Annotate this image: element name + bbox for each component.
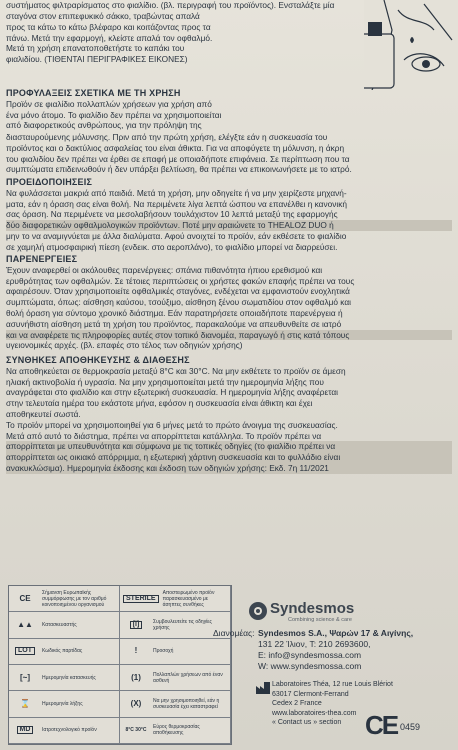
symbol-label: Ημερομηνία κατασκευής — [42, 674, 96, 681]
symbol-label: Εύρος θερμοκρασίας αποθήκευσης — [153, 724, 200, 737]
text-line: φιαλιδίου. (ΤΙΘΕΝΤΑΙ ΠΕΡΙΓΡΑΦΙΚΕΣ ΕΙΚΟΝΕΣ) — [6, 54, 188, 65]
logo-emblem-icon — [248, 600, 268, 622]
distributor-label: Διανομέας: — [213, 628, 255, 638]
distributor-name: Syndesmos S.A., Ψαρών 17 & Αιγίνης, — [258, 628, 414, 638]
symbol-cell — [9, 718, 120, 744]
symbol-cell — [120, 718, 231, 744]
text-line: ένα μόνο άτομο. Το φιαλίδιο δεν πρέπει να χρησιμοποιείται — [6, 109, 222, 120]
text-line: μην το να αναμιγνύεται με άλλα διαλύματα. Αφού ανοιχτεί το προϊόν, εάν εκθέσετε το φιαλίδιο — [6, 230, 347, 241]
text-line: διασταυρούμενης μόλυνσης. Πριν από την πρώτη χρήση, ελέγξτε εάν η συσκευασία του — [6, 132, 328, 142]
manufacturer-line: Laboratoires Théa, 12 rue Louis Blériot — [272, 681, 393, 688]
distributor-web: W: www.syndesmossa.com — [258, 661, 362, 671]
text-line: Μετά από αυτό το διάστημα, πρέπει να απορρίπτεται κατάλληλα. Το προϊόν πρέπει να — [6, 430, 322, 441]
manufacturer-icon — [256, 682, 270, 694]
symbol-label: Ημερομηνία λήξης — [42, 700, 83, 707]
text-line: δύο διαφορετικών οφθαλμολογικών προϊόντων. Ποτέ μην αραιώνετε το THEALOZ DUO ή — [6, 220, 452, 231]
text-line: Προϊόν σε φιαλίδιο πολλαπλών χρήσεων για χρήση από — [6, 98, 212, 109]
text-line: ματα, εάν η όραση σας είναι θολή. Να περιμένετε λίγα λεπτά ώσπου να επανέλθει η κανονική — [6, 198, 347, 209]
temperature-icon: 8°C 30°C — [125, 727, 147, 734]
distributor-email: E: info@syndesmossa.com — [258, 650, 362, 660]
syndesmos-logo — [248, 600, 388, 626]
text-line: από διαφορετικούς ανθρώπους, για την πρόληψη της — [6, 120, 202, 131]
text-line: Να φυλάσσεται μακριά από παιδιά. Μετά τη χρήση, μην οδηγείτε ή να μην χειρίζεστε μηχανή- — [6, 187, 347, 198]
manufacturer-icon: ▲▲ — [17, 619, 33, 629]
text-line: συμπτώματα, όπως: αίσθηση καύσου, τσούξιμο, αίσθηση ξένου σωματιδίου στον οφθαλμό και — [6, 297, 351, 308]
symbol-cell — [120, 691, 231, 717]
precautions-cont — [6, 132, 452, 175]
symbol-label: Πολλαπλών χρήσεων από έναν ασθενή — [153, 671, 223, 684]
text-line: ερυθρότητας των οφθαλμών. Σε τέτοιες περιπτώσεις οι χρήστες φακών επαφής πρέπει να τους — [6, 275, 355, 286]
logo-name: Syndesmos — [270, 600, 355, 617]
text-line: σε χαμηλή ατμοσφαιρική πίεση (ενδεικ. στο αεροπλάνο), το φιαλίδιο μπορεί να διαρρεύσει. — [6, 241, 338, 252]
sterile-icon: STERILE — [123, 595, 159, 603]
symbol-label: Κατασκευαστής — [42, 621, 77, 628]
manufacture-date-icon: [~] — [20, 672, 30, 682]
lot-icon: LOT — [15, 647, 35, 655]
symbol-label: Συμβουλευτείτε τις οδηγίες χρήσης — [153, 618, 212, 631]
text-line: ασυνήθιστη αίσθηση μετά τη χρήση του προϊόντος, παρακαλούμε να απευθυνθείτε σε ιατρό — [6, 318, 342, 329]
instruction-illustration — [364, 0, 458, 90]
symbol-label: Αποστειρωμένο προϊόν παρασκευασμένο με άσηπτες συνθήκες — [162, 589, 215, 608]
warnings-section — [6, 177, 452, 253]
text-line: αποθηκευτεί σωστά. — [6, 408, 81, 419]
manufacturer-line: Cedex 2 France — [272, 700, 322, 707]
warning-icon: ! — [134, 646, 138, 656]
text-line: αφαιρέσουν. Όταν χρησιμοποιείτε οφθαλμικές σταγόνες, ενδέχεται να εμφανιστούν ενοχλητικά — [6, 286, 350, 297]
text-line: πάνω. Μετά την εφαρμογή, κλείστε απαλά τον οφθαλμό. — [6, 32, 213, 43]
text-line: ανακυκλώσιμα). Ημερομηνία έκδοσης και έκδοση των οδηγιών χρήσης: Εκδ. 7η 11/2021 — [6, 463, 452, 474]
notified-body-number: 0459 — [400, 722, 421, 732]
text-line: απορρίπτεται ως οικιακό απόρριμμα, η εξωτερική χάρτινη συσκευασία και το φυλλάδιο είναι — [6, 452, 452, 463]
instructions-icon: [i] — [130, 621, 143, 629]
storage-heading: ΣΥΝΘΗΚΕΣ ΑΠΟΘΗΚΕΥΣΗΣ & ΔΙΑΘΕΣΗΣ — [6, 355, 190, 365]
symbol-cell — [9, 639, 120, 665]
symbol-cell — [120, 586, 231, 612]
text-line: Το προϊόν μπορεί να χρησιμοποιηθεί για 6 μήνες μετά το πρώτο άνοιγμα της συσκευασίας. — [6, 419, 338, 430]
symbol-label: Κωδικός παρτίδας — [42, 648, 83, 655]
text-line: σταγόνα στον επιπεφυκικό σάκκο, τραβώντας απαλά — [6, 11, 200, 21]
text-line: Μετά τη χρήση επανατοποθετήστε το καπάκι του — [6, 43, 185, 54]
text-line: συμπτώματα επιδεινωθούν ή δεν υπάρξει βελτίωση, θα πρέπει να επικοινωνήσετε με το ιατρό. — [6, 164, 352, 175]
usage-instructions-cont — [6, 11, 361, 65]
side-effects-section — [6, 254, 452, 351]
ce-mark-icon: CE — [19, 593, 31, 603]
distributor-address: 131 22 Ίλιον, T: 210 2693600, — [258, 639, 371, 649]
text-line: προϊόντος και ο δακτύλιος ασφαλείας του είναι άθικτα. Για να αποφύγετε τη μόλυνση, η άκρη — [6, 142, 345, 153]
symbol-label: Σήμανση Ευρωπαϊκής συμμόρφωσης με τον αριθμό κοινοποιημένου οργανισμού — [42, 589, 107, 608]
storage-section — [6, 355, 452, 474]
text-line: Να αποθηκεύεται σε θερμοκρασία μεταξύ 8°C και 30°C. Να μην εκθέτετε το προϊόν σε άμεση — [6, 365, 346, 376]
text-line: σας όραση. Να περιμένετε να μεσολαβήσουν τουλάχιστον 10 λεπτά μεταξύ της εφαρμογής — [6, 209, 338, 220]
single-patient-icon: (1) — [131, 672, 141, 682]
manufacturer-line: www.laboratoires-thea.com — [272, 709, 357, 717]
text-line: απορρίπτεται με υπευθυνότητα και σύμφωνα με τις τοπικές οδηγίες (το φιαλίδιο πρέπει να — [6, 441, 452, 452]
usage-instructions — [6, 0, 452, 11]
text-line: προς τα κάτω το κάτω βλέφαρο και κοιτάζοντας προς τα — [6, 21, 211, 32]
distributor-info — [258, 628, 458, 672]
logo-tagline: Combining science & care — [288, 617, 352, 623]
warnings-heading: ΠΡΟΕΙΔΟΠΟΙΗΣΕΙΣ — [6, 177, 93, 187]
symbol-cell — [9, 586, 120, 612]
hourglass-icon: ⌛ — [20, 698, 30, 708]
symbols-table — [8, 585, 232, 745]
manufacturer-line: « Contact us » section — [272, 719, 342, 726]
precautions-section — [6, 88, 361, 131]
ce-mark: CE — [365, 710, 398, 740]
text-line: θολή όραση για σύντομο χρονικό διάστημα. Εάν παρατηρήσετε οποιαδήποτε παρενέργεια ή — [6, 307, 343, 318]
symbol-label: Προσοχή — [153, 648, 174, 655]
medical-device-icon: MD — [17, 726, 34, 734]
text-line: αναγράφεται στο φιαλίδιο και στην εξωτερική συσκευασία. Η ημερομηνία λήξης αναφέρεται — [6, 387, 339, 398]
text-line: και να αναφέρετε τις πληροφορίες αυτές στον τοπικό διανομέα, παραγωγό ή στις κατά τόπους — [6, 330, 452, 341]
symbol-cell — [9, 612, 120, 638]
manufacturer-line: 63017 Clermont-Ferrand — [272, 690, 349, 698]
symbol-cell — [120, 665, 231, 691]
text-line: υγειονομικές αρχές. (βλ. επαφές στο τέλος των οδηγιών χρήσης) — [6, 340, 243, 351]
text-line: συστήματος φιλτραρίσματος στο φιαλίδιο. (βλ. περιγραφή του προϊόντος). Ενσταλάξτε μία — [6, 0, 335, 10]
precautions-heading: ΠΡΟΦΥΛΑΞΕΙΣ ΣΧΕΤΙΚΑ ΜΕ ΤΗ ΧΡΗΣΗ — [6, 88, 181, 98]
damaged-package-icon: (X) — [130, 698, 142, 708]
text-line: του φιαλιδίου δεν πρέπει να έρθει σε επαφή με οποιαδήποτε επιφάνεια. Σε περίπτωση που τα — [6, 153, 350, 164]
side-effects-heading: ΠΑΡΕΝΕΡΓΕΙΕΣ — [6, 254, 78, 264]
symbol-cell — [9, 665, 120, 691]
symbol-label: Ιατροτεχνολογικό προϊόν — [42, 727, 97, 734]
text-line: στην τελευταία ημέρα του εκάστοτε μήνα, εφόσον η συσκευασία είναι άθικτη και έχει — [6, 398, 313, 409]
symbol-label: Να μην χρησιμοποιηθεί, εάν η συσκευασία έχει καταστραφεί — [153, 697, 220, 710]
symbol-cell — [120, 639, 231, 665]
symbol-cell — [9, 691, 120, 717]
text-line: Έχουν αναφερθεί οι ακόλουθες παρενέργειες: σπάνια πιθανότητα ήπιου ερεθισμού και — [6, 264, 323, 275]
text-line: ηλιακή ακτινοβολία ή υγρασία. Να μην χρησιμοποιείται μετά την ημερομηνία λήξης που — [6, 376, 324, 387]
